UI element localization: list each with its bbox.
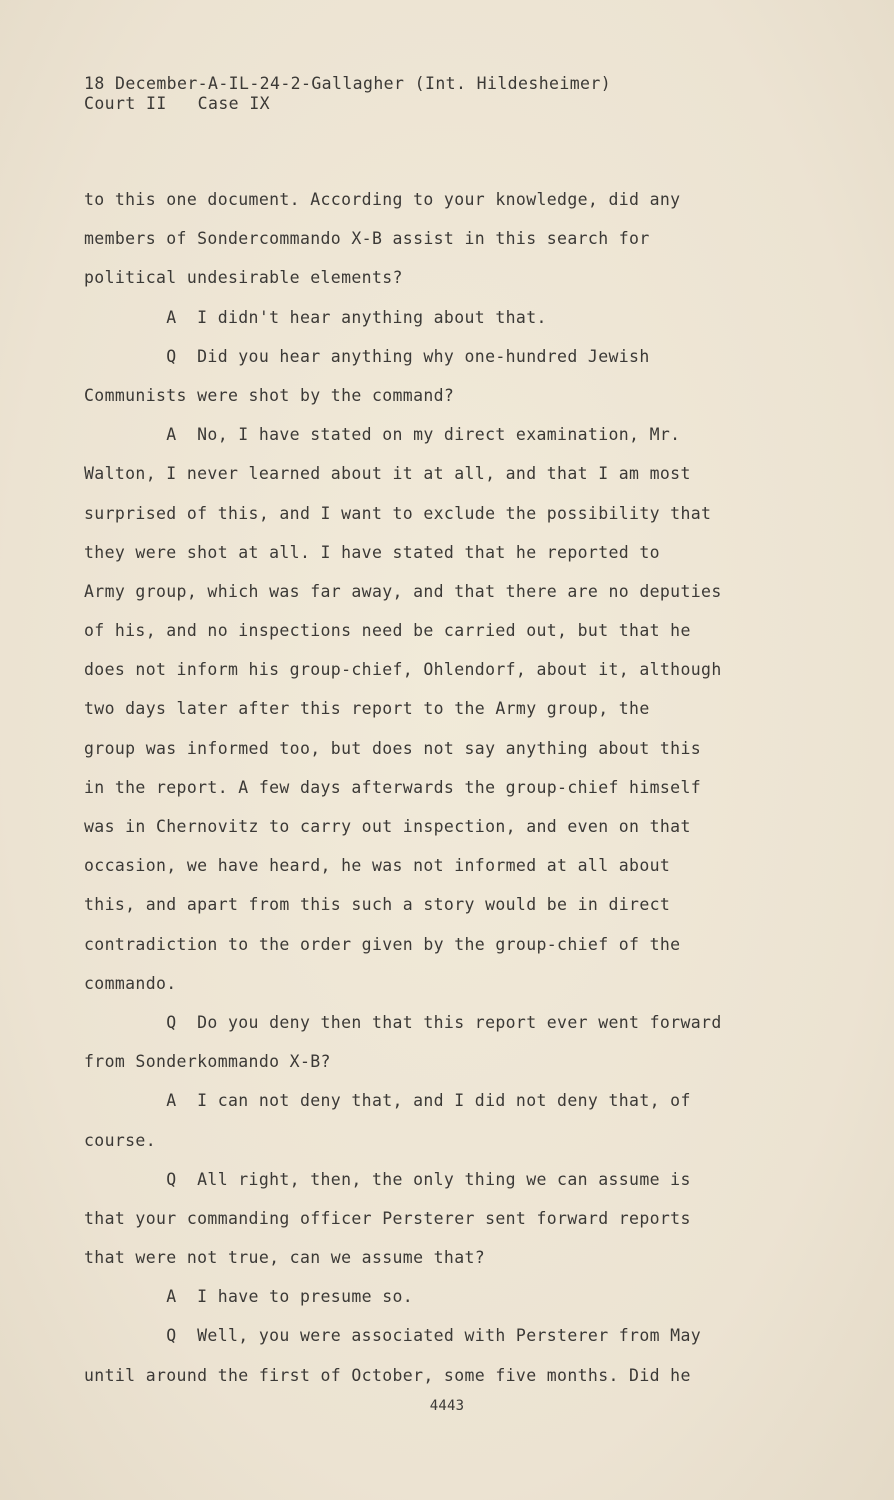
transcript-line: A I can not deny that, and I did not deny that, of bbox=[84, 1091, 691, 1111]
transcript-line: until around the first of October, some five months. Did he bbox=[84, 1365, 691, 1385]
transcript-line: does not inform his group-chief, Ohlendorf, about it, although bbox=[84, 660, 722, 680]
transcript-line: Q Do you deny then that this report ever went forward bbox=[84, 1012, 722, 1032]
header-line-date-case: 18 December-A-IL-24-2-Gallagher (Int. Hildesheimer) bbox=[84, 74, 612, 93]
transcript-line: in the report. A few days afterwards the group-chief himself bbox=[84, 777, 702, 797]
header-line-court: Court II Case IX bbox=[84, 94, 271, 113]
transcript-line: course. bbox=[84, 1130, 156, 1150]
transcript-line: that your commanding officer Persterer sent forward reports bbox=[84, 1208, 691, 1228]
transcript-line: Walton, I never learned about it at all, and that I am most bbox=[84, 464, 691, 484]
transcript-line: members of Sondercommando X-B assist in this search for bbox=[84, 229, 650, 249]
transcript-body bbox=[84, 186, 814, 1401]
transcript-line: A No, I have stated on my direct examination, Mr. bbox=[84, 425, 681, 445]
transcript-line: occasion, we have heard, he was not informed at all about bbox=[84, 856, 671, 876]
transcript-line: two days later after this report to the Army group, the bbox=[84, 699, 650, 719]
transcript-line: Q Did you hear anything why one-hundred Jewish bbox=[84, 346, 650, 366]
transcript-line: from Sonderkommando X-B? bbox=[84, 1052, 331, 1072]
transcript-line: Communists were shot by the command? bbox=[84, 385, 455, 405]
transcript-line: Q Well, you were associated with Persterer from May bbox=[84, 1326, 702, 1346]
transcript-line: political undesirable elements? bbox=[84, 268, 403, 288]
transcript-line: to this one document. According to your knowledge, did any bbox=[84, 190, 681, 209]
transcript-line: surprised of this, and I want to exclude the possibility that bbox=[84, 503, 712, 523]
page-number: 4443 bbox=[429, 1398, 465, 1414]
transcript-line: this, and apart from this such a story would be in direct bbox=[84, 895, 671, 915]
transcript-line: group was informed too, but does not say anything about this bbox=[84, 738, 702, 758]
transcript-line: contradiction to the order given by the group-chief of the bbox=[84, 934, 681, 954]
transcript-line: commando. bbox=[84, 973, 177, 993]
transcript-line: that were not true, can we assume that? bbox=[84, 1248, 486, 1268]
transcript-line: they were shot at all. I have stated that he reported to bbox=[84, 542, 660, 562]
transcript-line: of his, and no inspections need be carried out, but that he bbox=[84, 621, 691, 641]
transcript-line: Army group, which was far away, and that there are no deputies bbox=[84, 581, 722, 601]
transcript-line: was in Chernovitz to carry out inspection, and even on that bbox=[84, 817, 691, 836]
transcript-line: A I have to presume so. bbox=[84, 1287, 414, 1307]
transcript-line: A I didn't hear anything about that. bbox=[84, 307, 547, 327]
document-header bbox=[84, 74, 611, 114]
transcript-line: Q All right, then, the only thing we can assume is bbox=[84, 1169, 691, 1189]
